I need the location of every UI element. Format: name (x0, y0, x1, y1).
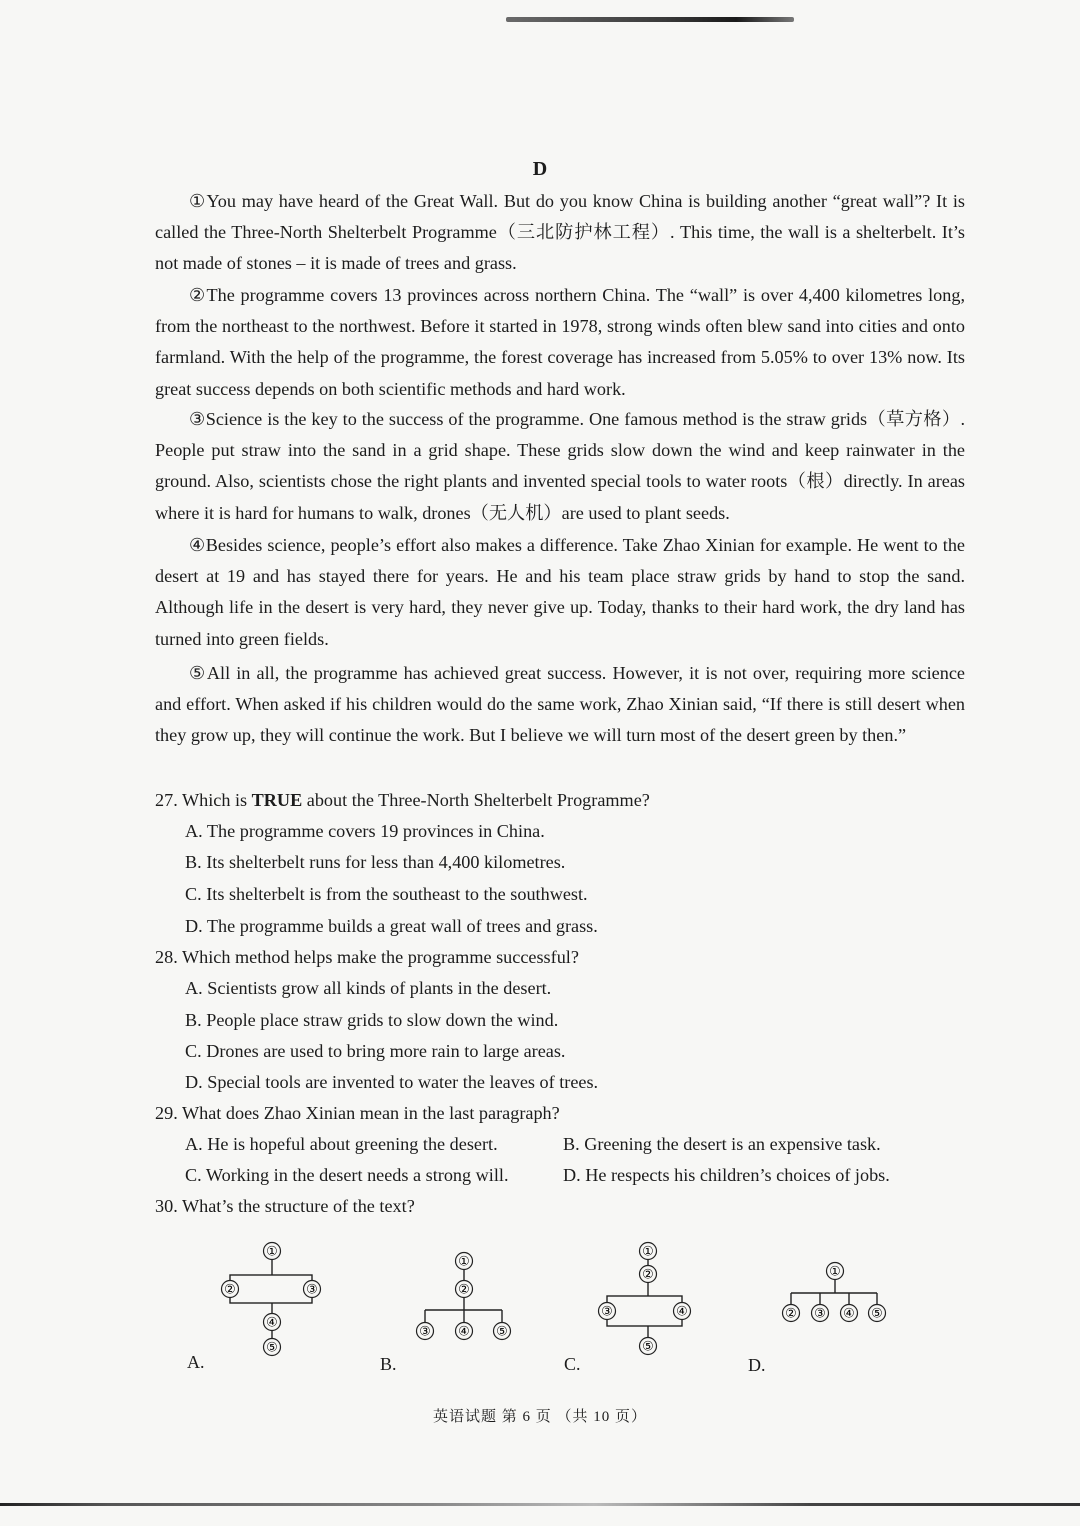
svg-text:③: ③ (814, 1306, 826, 1322)
page-footer: 英语试题 第 6 页 （共 10 页） (432, 1409, 647, 1425)
q27-option-d: D. The programme builds a great wall of trees and grass. (185, 916, 598, 936)
circled-5-icon (264, 1339, 281, 1356)
svg-text:①: ① (458, 1254, 470, 1270)
svg-text:②: ② (642, 1267, 654, 1283)
question-27-suffix: about the Three-North Shelterbelt Programme? (302, 790, 650, 810)
q29-option-a: A. He is hopeful about greening the desert. (185, 1134, 498, 1154)
svg-text:⑤: ⑤ (642, 1339, 654, 1355)
svg-text:⑤: ⑤ (496, 1324, 508, 1340)
circled-1-icon (456, 1253, 473, 1270)
circled-2-icon (783, 1305, 800, 1322)
svg-text:③: ③ (601, 1304, 613, 1320)
q29-option-c: C. Working in the desert needs a strong will. (185, 1165, 509, 1185)
circled-5-icon (494, 1323, 511, 1340)
question-29-stem: 29. What does Zhao Xinian mean in the last paragraph? (155, 1103, 560, 1123)
circled-2-icon (222, 1281, 239, 1298)
question-27-bold: TRUE (251, 790, 303, 810)
structure-diagram-b (405, 1248, 525, 1353)
question-27-prefix: 27. Which is (155, 790, 252, 810)
svg-text:②: ② (785, 1306, 797, 1322)
circled-2-icon (456, 1281, 473, 1298)
svg-text:①: ① (642, 1244, 654, 1260)
bottom-scan-rule (0, 1503, 1080, 1506)
svg-text:③: ③ (419, 1324, 431, 1340)
svg-text:①: ① (829, 1264, 841, 1280)
circled-3-icon (812, 1305, 829, 1322)
circled-3-icon (417, 1323, 434, 1340)
q29-option-d: D. He respects his children’s choices of jobs. (563, 1165, 890, 1185)
svg-text:③: ③ (306, 1282, 318, 1298)
circled-1-icon (640, 1243, 657, 1260)
q27-option-c: C. Its shelterbelt is from the southeast to the southwest. (185, 884, 588, 904)
diagram-b-label: B. (380, 1354, 397, 1374)
svg-text:①: ① (266, 1244, 278, 1260)
circled-4-icon (456, 1323, 473, 1340)
structure-diagram-d (775, 1258, 895, 1338)
paragraph-3: ③Science is the key to the success of the programme. One famous method is the straw grids（草方格）. People put straw into the sand in a grid shape. These grids slow down the wind and keep rainwater in the ground. Also, scientists chose the right plants and invented special tools to water roots（根）directly. In areas where it is hard for humans to walk, drones（无人机）are used to plant seeds. (155, 409, 965, 523)
circled-1-icon (827, 1263, 844, 1280)
q28-option-d: D. Special tools are invented to water the leaves of trees. (185, 1072, 599, 1092)
q27-option-a: A. The programme covers 19 provinces in China. (185, 821, 545, 841)
diagram-d-label: D. (748, 1355, 766, 1375)
circled-2-icon (640, 1266, 657, 1283)
circled-4-icon (264, 1314, 281, 1331)
svg-text:④: ④ (266, 1315, 278, 1331)
svg-text:④: ④ (676, 1304, 688, 1320)
q27-option-b: B. Its shelterbelt runs for less than 4,400 kilometres. (185, 852, 566, 872)
circled-3-icon (304, 1281, 321, 1298)
top-scan-rule (506, 17, 794, 22)
q29-option-b: B. Greening the desert is an expensive task. (563, 1134, 881, 1154)
diagram-a-label: A. (187, 1352, 205, 1372)
svg-text:②: ② (224, 1282, 236, 1298)
circled-4-icon (841, 1305, 858, 1322)
svg-text:②: ② (458, 1282, 470, 1298)
circled-3-icon (599, 1303, 616, 1320)
paragraph-4: ④Besides science, people’s effort also makes a difference. Take Zhao Xinian for example. He went to the desert at 19 and has stayed there for years. He and his team place straw grids by hand to stop the sand. Although life in the desert is very hard, they never give up. Today, thanks to their hard work, the dry land has turned into green fields. (155, 535, 965, 649)
paragraph-2: ②The programme covers 13 provinces across northern China. The “wall” is over 4,400 kilometres long, from the northeast to the northwest. Before it started in 1978, strong winds often blew sand into cities and onto farmland. With the help of the programme, the forest coverage has increased from 5.05% to over 13% now. Its great success depends on both scientific methods and hard work. (155, 285, 965, 399)
structure-diagram-a (210, 1238, 330, 1368)
section-title: D (532, 158, 548, 180)
circled-5-icon (869, 1305, 886, 1322)
q28-option-c: C. Drones are used to bring more rain to large areas. (185, 1041, 566, 1061)
q28-option-a: A. Scientists grow all kinds of plants in the desert. (185, 978, 552, 998)
question-28-stem: 28. Which method helps make the programme successful? (155, 947, 579, 967)
svg-text:④: ④ (843, 1306, 855, 1322)
question-30-stem: 30. What’s the structure of the text? (155, 1196, 415, 1216)
diagram-c-label: C. (564, 1354, 581, 1374)
svg-text:⑤: ⑤ (266, 1340, 278, 1356)
circled-4-icon (674, 1303, 691, 1320)
paragraph-1: ①You may have heard of the Great Wall. But do you know China is building another “great wall”? It is called the Three-North Shelterbelt Programme（三北防护林工程）. This time, the wall is a shelterbelt. It’s not made of stones – it is made of trees and grass. (155, 191, 965, 274)
svg-text:⑤: ⑤ (871, 1306, 883, 1322)
paragraph-5: ⑤All in all, the programme has achieved great success. However, it is not over, requiring more science and effort. When asked if his children would do the same work, Zhao Xinian said, “If there is still desert when they grow up, they will continue the work. But I believe we will turn most of the desert green by then.” (155, 663, 965, 746)
q28-option-b: B. People place straw grids to slow down the wind. (185, 1010, 559, 1030)
structure-diagram-c (588, 1238, 708, 1368)
circled-5-icon (640, 1338, 657, 1355)
question-27-stem (155, 785, 965, 816)
svg-text:④: ④ (458, 1324, 470, 1340)
circled-1-icon (264, 1243, 281, 1260)
